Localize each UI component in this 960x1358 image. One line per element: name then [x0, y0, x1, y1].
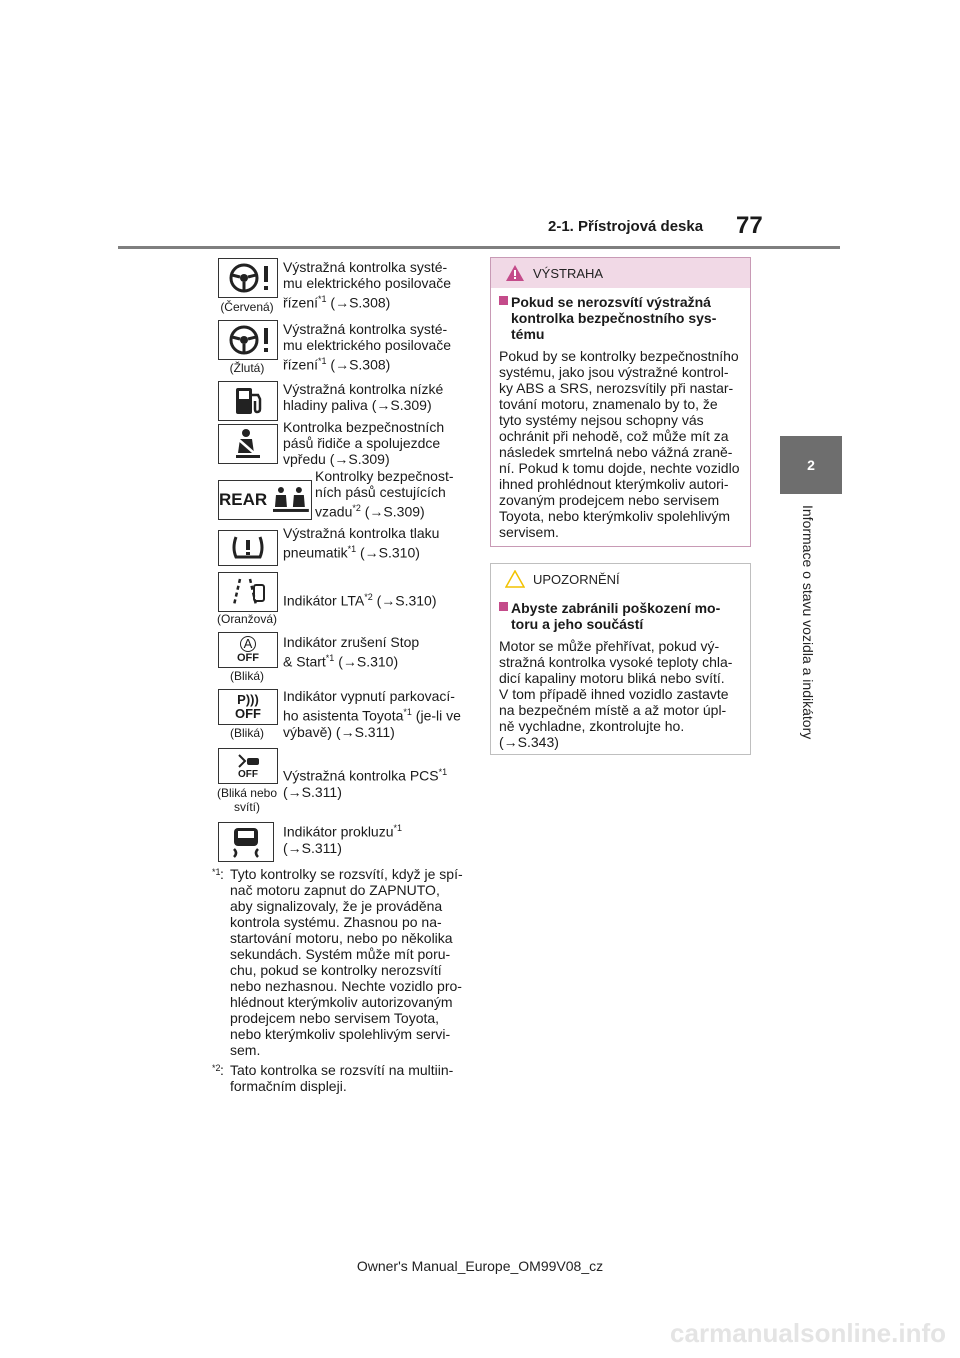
footer-text: Owner's Manual_Europe_OM99V08_cz: [356, 1258, 604, 1274]
indicator-caption: (Oranžová): [216, 612, 278, 626]
indicator-description: Výstražná kontrolka nízké hladiny paliva (→S.309): [283, 381, 444, 413]
header-divider: [118, 246, 840, 249]
steering-wheel-warning-icon: [218, 258, 278, 298]
rear-seatbelt-icon: REAR: [218, 480, 312, 520]
warning-header: [491, 258, 750, 288]
caution-header: [491, 564, 750, 594]
indicator-description: Výstražná kontrolka tlaku pneumatik$^{*1}$ (→S.310): [283, 525, 440, 561]
footnote: *1 : Tyto kontrolky se rozsvítí, když je spí- nač motoru zapnut do ZAPNUTO, aby signalizovaly, že je prováděna kontrola systému. Zhasnou po na- startování motoru, nebo po několika sekundách. Systém může mít poru- chu, pokud se kontrolky nerozsvítí nebo nezhasnou. Nechte vozidlo pro- hlédnout kterýmkoliv autorizovaným prodejcem nebo servisem Toyota, nebo kterýmkoliv spolehlivým servi- sem.: [212, 866, 463, 1058]
indicator-description: Indikátor LTA$^{*2}$ (→S.310): [283, 592, 437, 609]
indicator-description: Indikátor prokluzu$^{*1}$ (→S.311): [283, 823, 403, 856]
indicator-caption: (Žlutá): [229, 361, 265, 375]
warning-text: Pokud by se kontrolky bezpečnostního systému, jako jsou výstražné kontrol- ky ABS a SRS, nerozsvítily při nastar- tování motoru, znamenalo by to, že tyto systémy nejsou schopny vás ochránit při nehodě, což může mít za následek smrtelná nebo vážná zraně- ní. Pokud k tomu dojde, nechte vozidlo ihned prohlédnout kterýmkoliv autori- zovaným prodejcem nebo servisem Toyota, nebo kterýmkoliv spolehlivým servisem.: [499, 348, 740, 540]
indicator-description: Indikátor zrušení Stop & Start$^{*1}$ (→S.310): [283, 634, 420, 670]
warning-box: [490, 257, 751, 547]
indicator-description: Kontrolka bezpečnostních pásů řidiče a spolujezdce vpředu (→S.309): [283, 419, 445, 467]
chapter-tab[interactable]: 2: [780, 436, 842, 494]
stop-start-off-icon: A OFF: [218, 632, 278, 668]
warning-title: VÝSTRAHA: [533, 265, 604, 281]
caution-title: UPOZORNĚNÍ: [533, 571, 620, 587]
warning-triangle-icon: [505, 264, 525, 282]
caution-text: Motor se může přehřívat, pokud vý- stražná kontrolka vysoké teploty chla- dicí kapaliny motoru bliká nebo svítí. V tom případě ihned vozidlo zastavte na bezpečném místě a až motor úpl- ně vychladne, zkontrolujte ho. (→S.343): [499, 638, 733, 750]
indicator-caption: (Červená): [220, 300, 274, 314]
indicator-caption: (Bliká): [229, 726, 264, 740]
section-title: 2-1. Přístrojová deska: [548, 218, 704, 235]
indicator-description: Výstražná kontrolka systé- mu elektrického posilovače řízení$^{*1}$ (→S.308): [283, 321, 452, 373]
steering-wheel-warning-icon: [218, 320, 278, 360]
warning-subtitle: Pokud se nerozsvítí výstražná kontrolka bezpečnostního sys- tému: [499, 294, 742, 342]
fuel-pump-icon: [218, 381, 278, 421]
indicator-caption: (Bliká): [229, 669, 264, 683]
indicator-description: Indikátor vypnutí parkovací- ho asistenta Toyota$^{*1}$ (je-li ve výbavě) (→S.311): [283, 688, 461, 740]
tire-pressure-icon: [218, 530, 278, 566]
caution-triangle-icon: [505, 570, 525, 588]
parking-assist-off-icon: P))) OFF: [218, 689, 278, 725]
watermark: carmanualsonline.info: [670, 1318, 946, 1348]
indicator-description: Výstražná kontrolka systé- mu elektrického posilovače řízení$^{*1}$ (→S.308): [283, 259, 452, 311]
footnote: *2 : Tato kontrolka se rozsvítí na multiin- formačním displeji.: [212, 1062, 454, 1094]
caution-box: [490, 563, 751, 755]
indicator-caption: (Bliká nebo svítí): [216, 786, 278, 814]
page-number: 77: [736, 212, 763, 239]
slip-indicator-icon: [218, 822, 274, 862]
seatbelt-icon: [218, 424, 278, 464]
indicator-description: Kontrolky bezpečnost- ních pásů cestujících vzadu$^{*2}$ (→S.309): [315, 468, 454, 520]
pcs-off-icon: OFF: [218, 748, 278, 784]
caution-subtitle: Abyste zabránili poškození mo- toru a jeho součástí: [499, 600, 742, 632]
indicator-description: Výstražná kontrolka PCS$^{*1}$ (→S.311): [283, 767, 448, 800]
chapter-label: Informace o stavu vozidla a indikátory: [800, 505, 816, 740]
lane-trace-assist-icon: [218, 572, 278, 612]
